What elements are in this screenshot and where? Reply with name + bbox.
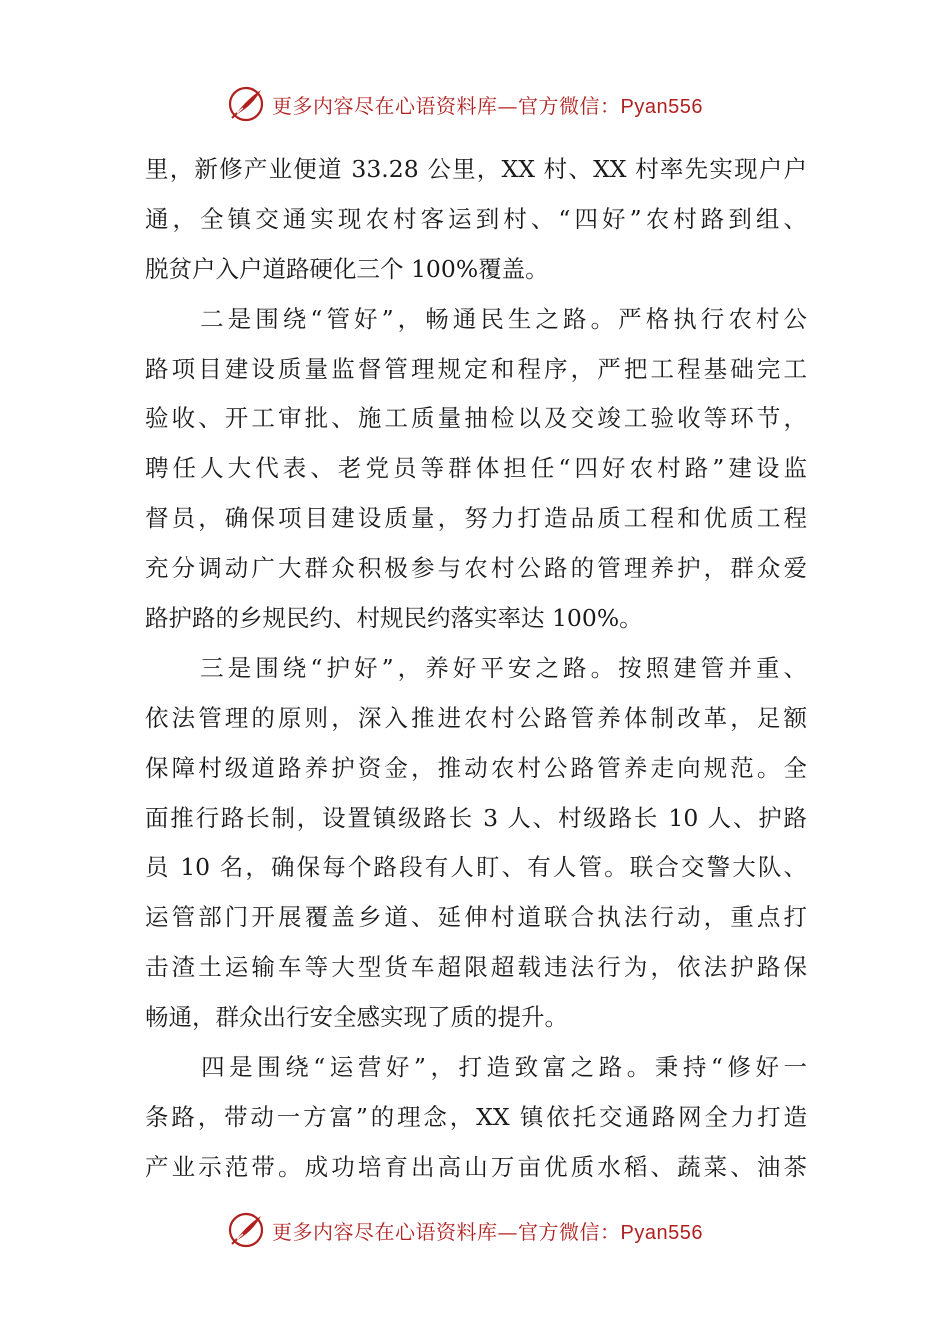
- text-line: 依法管理的原则，深入推进农村公路管养体制改革，足额: [145, 703, 807, 732]
- footer-banner-label: 更多内容尽在心语资料库—官方微信：: [272, 1219, 621, 1244]
- text-line: 四是围绕“运营好”，打造致富之路。秉持“修好一: [145, 1053, 807, 1082]
- header-wechat-handle: Pyan556: [620, 95, 703, 118]
- text-line: 聘任人大代表、老党员等群体担任“四好农村路”建设监: [145, 454, 807, 483]
- text-line: 路项目建设质量监督管理规定和程序，严把工程基础完工: [145, 354, 807, 383]
- text-line: 脱贫户入户道路硬化三个 100%覆盖。: [145, 254, 549, 283]
- text-line: 面推行路长制，设置镇级路长 3 人、村级路长 10 人、护路: [145, 803, 807, 832]
- text-line: 充分调动广大群众积极参与农村公路的管理养护，群众爱: [145, 554, 807, 583]
- text-line: 条路，带动一方富”的理念，XX 镇依托交通路网全力打造: [145, 1102, 807, 1131]
- text-line: 员 10 名，确保每个路段有人盯、有人管。联合交警大队、: [145, 853, 807, 882]
- text-line: 产业示范带。成功培育出高山万亩优质水稻、蔬菜、油茶: [145, 1152, 807, 1181]
- footer-banner: [226, 1208, 703, 1252]
- text-line: 验收、开工审批、施工质量抽检以及交竣工验收等环节，: [145, 404, 807, 433]
- header-banner: [226, 82, 703, 126]
- text-line: 督员，确保项目建设质量，努力打造品质工程和优质工程: [145, 504, 807, 533]
- text-line: 通，全镇交通实现农村客运到村、“四好”农村路到组、: [145, 204, 807, 233]
- text-line: 保障村级道路养护资金，推动农村公路管养走向规范。全: [145, 753, 807, 782]
- text-line: 二是围绕“管好”，畅通民生之路。严格执行农村公: [145, 304, 807, 333]
- quill-pen-logo-icon: [226, 1210, 266, 1250]
- header-banner-text: [272, 90, 703, 119]
- text-line: 路护路的乡规民约、村规民约落实率达 100%。: [145, 604, 643, 633]
- footer-wechat-handle: Pyan556: [620, 1221, 703, 1244]
- text-line: 里，新修产业便道 33.28 公里，XX 村、XX 村率先实现户户: [145, 155, 807, 183]
- body-text: [145, 145, 807, 1193]
- text-line: 畅通，群众出行安全感实现了质的提升。: [145, 1003, 568, 1032]
- header-banner-label: 更多内容尽在心语资料库—官方微信：: [272, 93, 621, 118]
- quill-pen-logo-icon: [226, 84, 266, 124]
- text-line: 三是围绕“护好”，养好平安之路。按照建管并重、: [145, 653, 807, 682]
- text-line: 击渣土运输车等大型货车超限超载违法行为，依法护路保: [145, 953, 807, 982]
- footer-banner-text: [272, 1216, 703, 1245]
- text-line: 运管部门开展覆盖乡道、延伸村道联合执法行动，重点打: [145, 903, 807, 932]
